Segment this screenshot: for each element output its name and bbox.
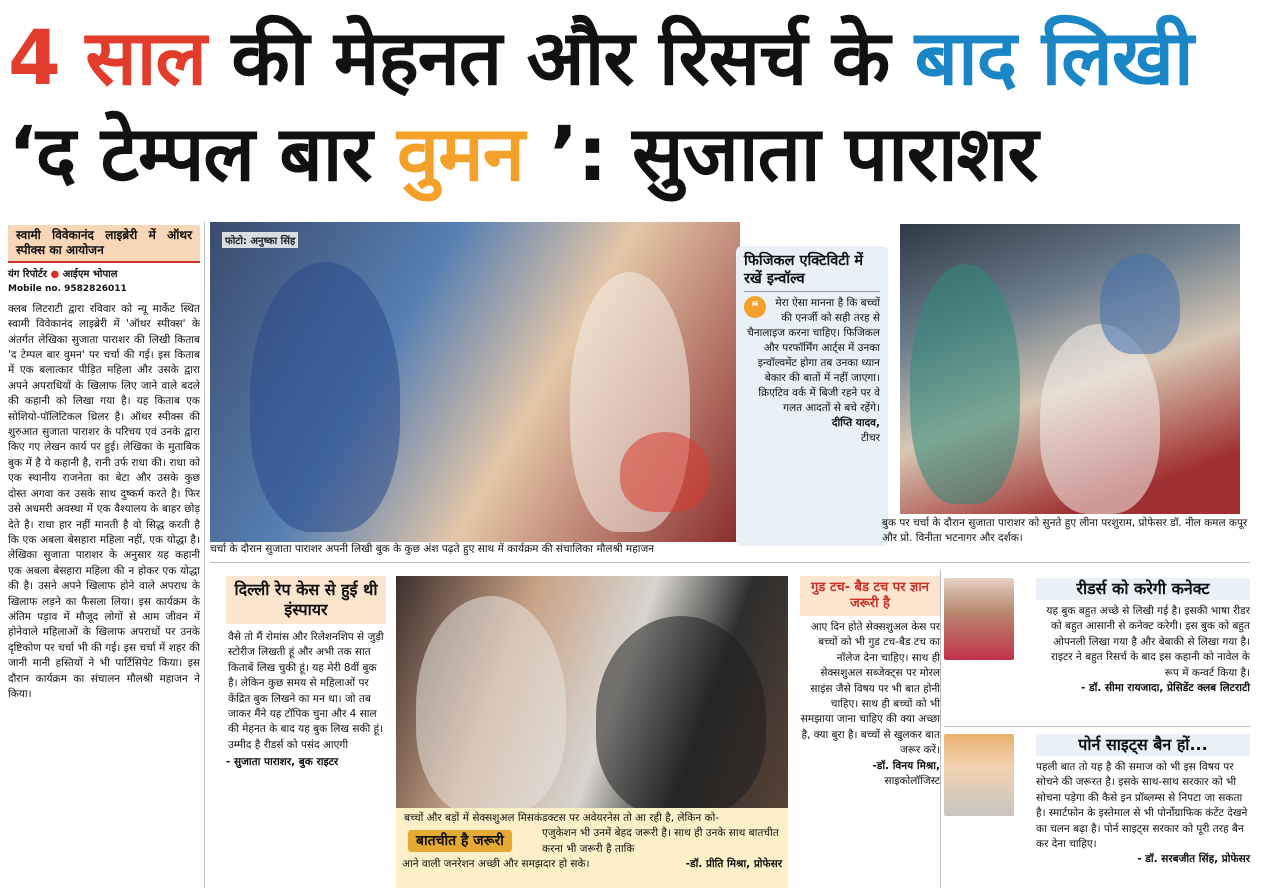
photo-figure — [1100, 254, 1180, 354]
fizikal-body: मेरा ऐसा मानना है कि बच्चों की एनर्जी को सही तरह से चैनालाइज करना चाहिए। फिजिकल और परफॉर्मिंग आर्ट्स में उनका इन्वॉल्वमेंट होगा तब उनका ध्यान बेकार की बातों में नहीं जाएगा। क्रिएटिव वर्क में बिजी रहने पर वे गलत आदतों से बचे रहेंगे। — [747, 297, 880, 414]
photo-flowers — [620, 432, 710, 512]
photo-guests — [396, 576, 788, 816]
fizikal-role: टीचर — [861, 432, 880, 444]
porn-body: पहली बात तो यह है की समाज को भी इस विषय पर सोचने की जरूरत है। इसके साथ-साथ सरकार को भी सोचना पड़ेगा की कैसे इन प्रॉब्लम्स से निपटा जा सकता है। स्मार्टफोन के इस्तेमाल से भी पोर्नोग्राफिक कंटेंट देखने का चलन बढ़ा है। पोर्न साइट्स सरकार को पूरी तरह बैन कर देना चाहिए। — [1036, 761, 1248, 851]
strip-line-3-text: आने वाली जनरेशन अच्छी और समझदार हो सके। — [402, 858, 590, 871]
column-divider — [204, 222, 205, 888]
strip-line-2: एजुकेशन भी उनमें बेहद जरूरी है। साथ ही उनके साथ बातचीत करना भी जरूरी है ताकि — [542, 827, 779, 855]
byline-reporter: यंग रिपोर्टर — [8, 269, 47, 280]
byline-dot-icon: ● — [50, 269, 60, 280]
avatar — [944, 578, 1014, 660]
fizikal-body-wrap — [744, 296, 880, 416]
quote-box-fizikal — [736, 246, 888, 546]
headline — [8, 10, 1258, 202]
good-touch-quote — [800, 576, 940, 876]
delhi-title: दिल्ली रेप केस से हुई थी इंस्पायर — [226, 576, 386, 624]
photo-caption-1: चर्चा के दौरान सुजाता पाराशर अपनी लिखी बुक के कुछ अंश पढ़ते हुए साथ में कार्यक्रम की संचालिका मौलश्री महाजन — [210, 543, 655, 555]
porn-signature: - डॉ. सरबजीत सिंह, प्रोफेसर — [1137, 853, 1250, 866]
strip-label: बातचीत है जरूरी — [408, 830, 512, 852]
photo-reading-event — [210, 222, 740, 542]
main-story-title: स्वामी विवेकानंद लाइब्रेरी में ऑथर स्पीक्स का आयोजन — [8, 225, 200, 263]
headline-black-text: की मेहनत और रिसर्च के — [231, 13, 890, 102]
byline — [8, 267, 200, 282]
headline-book-title: ‘द टेम्पल बार — [8, 109, 372, 198]
main-story-body: क्लब लिटराटी द्वारा रविवार को न्यू मार्केट स्थित स्वामी विवेकानंद लाइब्रेरी में 'ऑथर स्पीक्स' के अंतर्गत लेखिका सुजाता पाराशर की लिखी किताब 'द टेम्पल बार वुमन' पर चर्चा की गई। इस किताब में एक बलात्कार पीड़ित महिला और उसके द्वारा अपने अपराधियों के खिलाफ लिए जाने वाले बदले की कहानी को लिखा गया है। यह किताब एक सोशियो-पॉलिटिकल थ्रिलर है। ऑथर स्पीक्स की शुरुआत सुजाता पाराशर के परिचय एवं उनके द्वारा किए गए लेखन कार्य पर हुई। लेखिका के मुताबिक बुक में है ये कहानी है, रानी उर्फ राधा की। राधा को एक स्थानीय राजनेता का बेटा और उसके कुछ दोस्त अगवा कर उसके साथ दुष्कर्म करते है। फिर उसे अधमरी अवस्था में एक वैश्यालय के बाहर छोड़ देते है। राधा हार नहीं मानती है वो सिद्ध करती है कि एक अबला बेसहारा महिला नहीं, एक योद्धा है। लेखिका सुजाता पाराशर के अनुसार यह कहानी एक अबला बेसहारा महिला की न होकर एक योद्धा की है। उसने अपने खिलाफ होने वाले अपराध के खिलाफ लड़ने का फैसला लिया। इस कार्यक्रम के अंतिम पड़ाव में मौजूद लोगों से आम जीवन में होनेवाले महिलाओं के खिलाफ अपराधों पर उनके दृष्टिकोण पर चर्चा भी की गई। इस चर्चा में शहर की जानी मानी हस्तियों ने भी पार्टिसिपेट किया। इस दौरान कार्यक्रम का संचालन मौलश्री महाजन ने किया। — [8, 302, 200, 700]
porn-sites-quote — [944, 734, 1250, 888]
byline-place: आईएम भोपाल — [62, 269, 118, 280]
row-divider — [210, 562, 1250, 563]
photo-figure — [250, 262, 400, 532]
good-touch-title: गुड टच- बैड टच पर ज्ञान जरूरी है — [800, 576, 940, 616]
row-divider — [944, 726, 1250, 727]
readers-signature: - डॉ. सीमा रायजादा, प्रेसिडेंट क्लब लिटराटी — [1080, 682, 1250, 695]
fizikal-signature: दीप्ति यादव, — [831, 417, 880, 429]
fizikal-title: फिजिकल एक्टिविटी में रखें इन्वॉल्व — [744, 252, 880, 292]
strip-signature: -डॉ. प्रीति मिश्रा, प्रोफेसर — [685, 858, 782, 871]
headline-author: ’: सुजाता पाराशर — [549, 109, 1038, 198]
porn-title: पोर्न साइट्स बैन हों... — [1036, 734, 1250, 756]
avatar — [944, 734, 1014, 816]
delhi-body: वैसे तो मैं रोमांस और रिलेशनशिप से जुड़ी स्टोरीज लिखती हूं और अभी तक सात किताबें लिख चुकी हूं। यह मेरी 8वीं बुक है। लेकिन कुछ समय से महिलाओं पर केंद्रित बुक लिखने का मन था। जो तब जाकर मैंने यह टॉपिक चुना और 4 साल की मेहनत के बाद यह बुक लिख सकी हूं। उम्मीद है रीडर्स को पसंद आएगी — [228, 631, 384, 751]
good-touch-body: आए दिन होते सेक्सशुअल केस पर बच्चों को भी गुड टच-बैड टच का नॉलेज देना चाहिए। साथ ही सेक्सशुअल सब्जेक्ट्स पर मोरल साइंस जैसे विषय पर भी बात होनी चाहिए। साथ ही बच्चों को भी समझाया जाना चाहिए की क्या अच्छा है, क्या बुरा है। बच्चों से खुलकर बात जरूर करें। — [800, 621, 940, 757]
photo-figure — [596, 616, 766, 816]
photo-credit: फोटो: अनुष्का सिंह — [222, 232, 298, 248]
good-touch-signature: -डॉ. विनय मिश्रा, — [872, 759, 940, 772]
mobile-number: Mobile no. 9582826011 — [8, 284, 127, 295]
headline-line-1 — [8, 10, 1258, 106]
photo-figure — [910, 264, 1020, 504]
good-touch-role: साइकोलॉजिस्ट — [884, 775, 940, 788]
photo-audience — [900, 224, 1240, 514]
strip-line-1: बच्चों और बड़ों में सेक्सशुअल मिसकंडक्टस पर अवेयरनेस तो आ रही है, लेकिन को- — [404, 812, 720, 824]
readers-body: यह बुक बहुत अच्छे से लिखी गई है। इसकी भाषा रीडर को बहुत आसानी से कनेक्ट करेगी। इस बुक को बहुत ओपनली लिखा गया है और बेबाकी से लिखा गया है। राइटर ने बहुत रिसर्च के बाद इस कहानी को नावेल के रूप में कन्वर्ट किया है। — [1046, 605, 1250, 679]
delhi-signature: - सुजाता पाराशर, बुक राइटर — [226, 756, 339, 769]
quote-icon: ❝ — [744, 296, 766, 318]
headline-red-text: 4 साल — [8, 13, 206, 102]
headline-blue-text: बाद लिखी — [914, 13, 1193, 102]
photo-caption-2: बुक पर चर्चा के दौरान सुजाता पाराशर को सुनते हुए लीना परशुराम, प्रोफेसर डॉ. नील कमल कपूर और प्रो. विनीता भटनागर और दर्शक। — [882, 517, 1248, 544]
readers-quote — [944, 578, 1250, 722]
headline-orange-text: वुमन — [397, 109, 524, 198]
readers-title: रीडर्स को करेगी कनेक्ट — [1036, 578, 1250, 600]
strip-line-3 — [402, 857, 782, 872]
delhi-quote — [226, 576, 386, 886]
photo-figure — [416, 596, 566, 816]
column-divider — [940, 570, 941, 888]
main-story — [8, 225, 200, 890]
headline-line-2 — [8, 106, 1258, 202]
